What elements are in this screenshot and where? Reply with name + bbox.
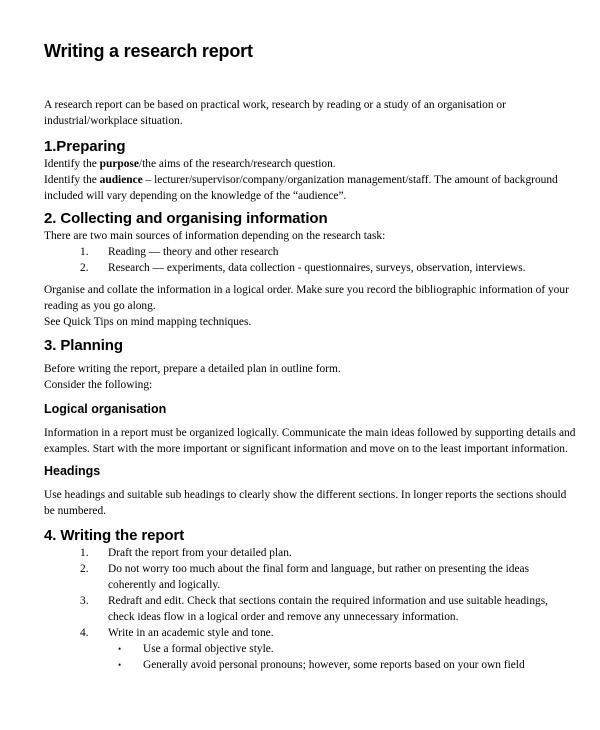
subheading-logical-organisation: Logical organisation	[44, 402, 167, 416]
bullet-item: Use a formal objective style.	[143, 643, 274, 655]
text-run: Identify the	[44, 174, 100, 186]
list-number: 3.	[80, 595, 89, 607]
list-item	[108, 545, 548, 561]
paragraph-line	[44, 172, 564, 188]
list-number: 2.	[80, 563, 89, 575]
section-heading-writing: 4. Writing the report	[44, 527, 185, 544]
list-item-line: Draft the report from your detailed plan.	[108, 547, 292, 559]
paragraph-line	[44, 156, 564, 172]
section-heading-planning: 3. Planning	[44, 337, 123, 354]
preparing-paragraph	[44, 156, 564, 204]
intro-line: A research report can be based on practical work, research by reading or a study of an organisation or	[44, 99, 506, 111]
paragraph-line: Before writing the report, prepare a detailed plan in outline form.	[44, 363, 341, 375]
paragraph-line: Information in a report must be organized logically. Communicate the main ideas followed by supporting details and	[44, 427, 576, 439]
bullet-icon: •	[118, 660, 122, 670]
document-title: Writing a research report	[44, 41, 253, 61]
list-item: Research — experiments, data collection - questionnaires, surveys, observation, interviews.	[108, 262, 526, 274]
paragraph-line: examples. Start with the more important or significant information and move on to the least important information.	[44, 443, 568, 455]
section-heading-collecting: 2. Collecting and organising information	[44, 210, 328, 227]
list-item	[108, 625, 548, 641]
list-item-line: check ideas flow in a logical order and remove any unnecessary information.	[108, 611, 459, 623]
paragraph-line: Organise and collate the information in a logical order. Make sure you record the bibliographic information of your	[44, 284, 569, 296]
planning-paragraph	[44, 361, 564, 393]
list-item-line: Write in an academic style and tone.	[108, 627, 274, 639]
list-item-line: coherently and logically.	[108, 579, 221, 591]
list-item-line: Do not worry too much about the final form and language, but rather on presenting the ideas	[108, 563, 530, 575]
emphasis-audience: audience	[99, 174, 143, 186]
list-number: 4.	[80, 627, 89, 639]
list-item: Reading — theory and other research	[108, 246, 279, 258]
text-run: – lecturer/supervisor/company/organization management/staff. The amount of background	[142, 174, 558, 186]
list-item	[108, 561, 548, 593]
list-item-line: Redraft and edit. Check that sections contain the required information and use suitable headings,	[108, 595, 548, 607]
list-number: 1.	[80, 547, 89, 559]
logical-organisation-paragraph	[44, 425, 576, 457]
emphasis-purpose: purpose	[99, 158, 139, 170]
list-number: 2.	[80, 262, 89, 274]
collecting-lead: There are two main sources of information depending on the research task:	[44, 230, 386, 242]
section-heading-preparing: 1.Preparing	[44, 138, 126, 155]
paragraph-line: Use headings and suitable sub headings to clearly show the different sections. In longer reports the sections should	[44, 489, 567, 501]
paragraph-line: be numbered.	[44, 505, 106, 517]
list-number: 1.	[80, 246, 89, 258]
text-run: /the aims of the research/research question.	[138, 158, 336, 170]
paragraph-line: See Quick Tips on mind mapping techniques.	[44, 316, 252, 328]
bullet-item: Generally avoid personal pronouns; however, some reports based on your own field	[143, 659, 525, 671]
collecting-paragraph	[44, 282, 569, 330]
subheading-headings: Headings	[44, 464, 101, 478]
paragraph-line: reading as you go along.	[44, 300, 156, 312]
list-item	[108, 593, 548, 625]
bullet-icon: •	[118, 644, 122, 654]
text-run: Identify the	[44, 158, 100, 170]
paragraph-line: included will vary depending on the knowledge of the “audience”.	[44, 190, 347, 202]
intro-paragraph	[44, 97, 564, 129]
intro-line: industrial/workplace situation.	[44, 115, 183, 127]
paragraph-line: Consider the following:	[44, 379, 153, 391]
headings-paragraph	[44, 487, 567, 519]
